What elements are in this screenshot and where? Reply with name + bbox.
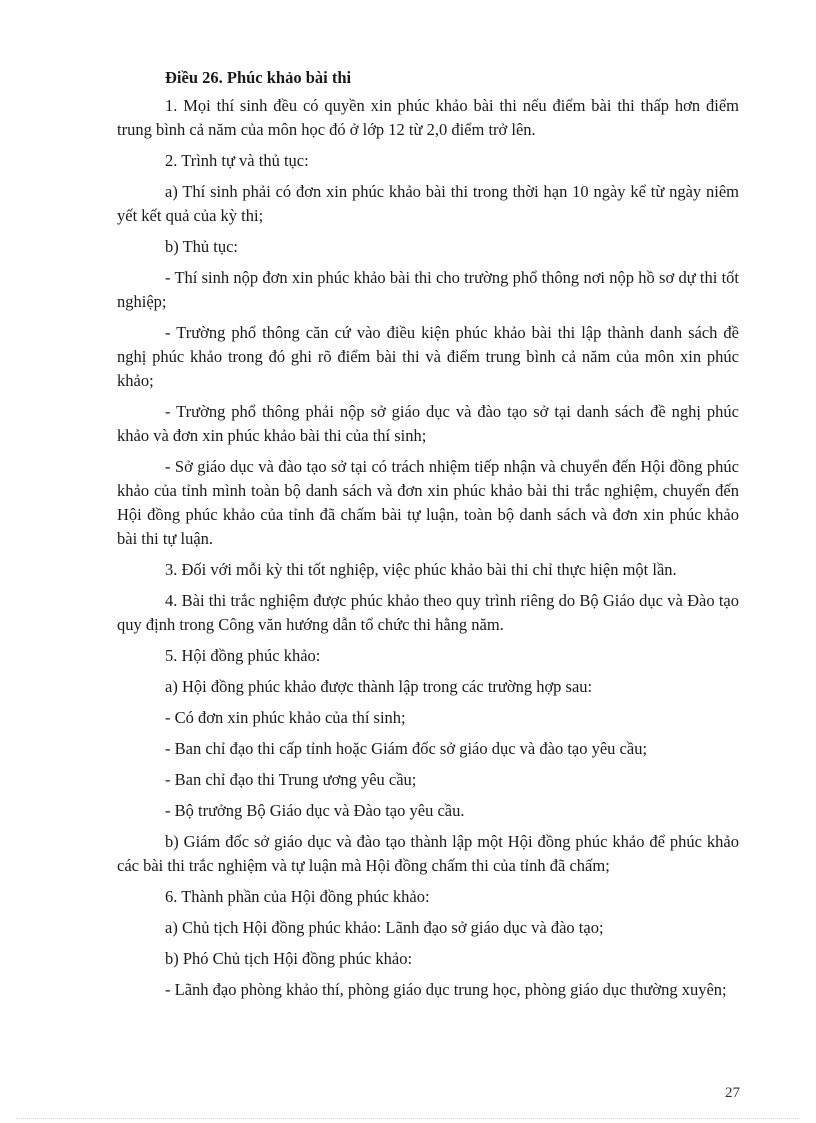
paragraph: b) Phó Chủ tịch Hội đồng phúc khảo: xyxy=(165,949,413,968)
article-body xyxy=(117,94,739,1002)
paragraph: - Sở giáo dục và đào tạo sở tại có trách nhiệm tiếp nhận và chuyển đến Hội đồng phúc khảo của tỉnh mình toàn bộ danh sách và đơn xin phúc khảo bài thi trắc nghiệm, chuyển đến Hội đồng phúc khảo của tỉnh đã chấm bài tự luận, toàn bộ danh sách và đơn xin phúc khảo bài thi tự luận. xyxy=(117,457,739,548)
paragraph: - Bộ trưởng Bộ Giáo dục và Đào tạo yêu cầu. xyxy=(165,801,465,820)
paragraph: - Thí sinh nộp đơn xin phúc khảo bài thi cho trường phổ thông nơi nộp hồ sơ dự thi tốt nghiệp; xyxy=(117,268,739,311)
paragraph: - Trường phổ thông phải nộp sở giáo dục và đào tạo sở tại danh sách đề nghị phúc khảo và đơn xin phúc khảo bài thi của thí sinh; xyxy=(117,402,739,445)
footer-divider xyxy=(16,1118,800,1119)
paragraph: 6. Thành phần của Hội đồng phúc khảo: xyxy=(165,887,430,906)
paragraph: 4. Bài thi trắc nghiệm được phúc khảo theo quy trình riêng do Bộ Giáo dục và Đào tạo quy định trong Công văn hướng dẫn tổ chức thi hằng năm. xyxy=(117,591,739,634)
paragraph: a) Thí sinh phải có đơn xin phúc khảo bài thi trong thời hạn 10 ngày kể từ ngày niêm yết kết quả của kỳ thi; xyxy=(117,182,739,225)
paragraph: - Trường phổ thông căn cứ vào điều kiện phúc khảo bài thi lập thành danh sách đề nghị phúc khảo trong đó ghi rõ điểm bài thi và điểm trung bình cả năm của môn xin phúc khảo; xyxy=(117,323,739,390)
paragraph: - Ban chỉ đạo thi Trung ương yêu cầu; xyxy=(165,770,417,789)
paragraph: 1. Mọi thí sinh đều có quyền xin phúc khảo bài thi nếu điểm bài thi thấp hơn điểm trung bình cả năm của môn học đó ở lớp 12 từ 2,0 điểm trở lên. xyxy=(117,96,739,139)
paragraph: a) Chủ tịch Hội đồng phúc khảo: Lãnh đạo sở giáo dục và đào tạo; xyxy=(165,918,604,937)
paragraph: 5. Hội đồng phúc khảo: xyxy=(165,646,321,665)
paragraph: - Lãnh đạo phòng khảo thí, phòng giáo dục trung học, phòng giáo dục thường xuyên; xyxy=(165,980,727,999)
paragraph: a) Hội đồng phúc khảo được thành lập trong các trường hợp sau: xyxy=(165,677,593,696)
paragraph: 2. Trình tự và thủ tục: xyxy=(165,151,309,170)
paragraph: b) Thủ tục: xyxy=(165,237,239,256)
document-page xyxy=(117,66,739,1009)
paragraph: 3. Đối với mỗi kỳ thi tốt nghiệp, việc phúc khảo bài thi chỉ thực hiện một lần. xyxy=(165,560,677,579)
article-heading: Điều 26. Phúc khảo bài thi xyxy=(165,68,352,87)
paragraph: b) Giám đốc sở giáo dục và đào tạo thành lập một Hội đồng phúc khảo để phúc khảo các bài thi trắc nghiệm và tự luận mà Hội đồng chấm thi của tỉnh đã chấm; xyxy=(117,832,739,875)
paragraph: - Có đơn xin phúc khảo của thí sinh; xyxy=(165,708,406,727)
paragraph: - Ban chỉ đạo thi cấp tỉnh hoặc Giám đốc sở giáo dục và đào tạo yêu cầu; xyxy=(165,739,648,758)
page-number: 27 xyxy=(725,1085,740,1101)
